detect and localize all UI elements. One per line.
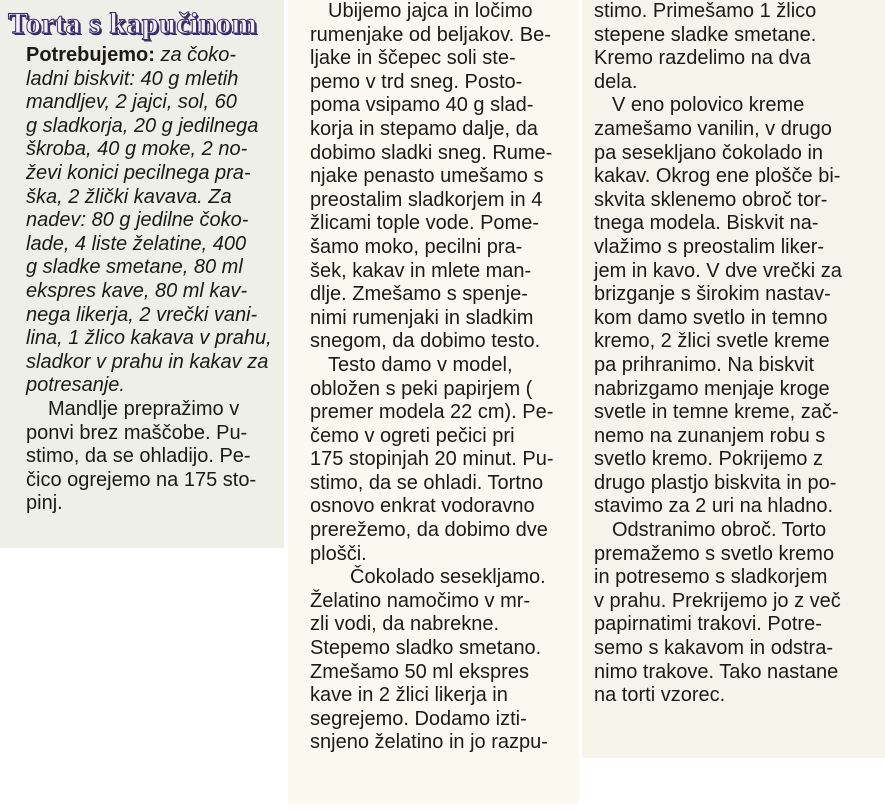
text-line: pa prihranimo. Na biskvit xyxy=(594,353,815,376)
text-line: kremo, 2 žlici svetle kreme xyxy=(594,330,830,353)
ingredients-heading: Potrebujemo: xyxy=(26,44,155,66)
text-line: 175 stopinjah 20 minut. Pu- xyxy=(310,448,554,471)
method-block-1 xyxy=(8,398,274,516)
text-line: preostalim sladkorjem in 4 xyxy=(310,188,543,211)
text-line: stavimo za 2 uri na hladno. xyxy=(594,495,834,518)
ingredients-line: g sladke smetane, 80 ml xyxy=(26,256,243,279)
ingredients-line: lade, 4 liste želatine, 400 xyxy=(26,232,247,255)
method-line: čico ogrejemo na 175 sto- xyxy=(26,468,257,491)
text-line: brizganje s širokim nastav- xyxy=(594,283,831,306)
text-line: šamo moko, pecilni pra- xyxy=(310,235,523,258)
text-line: korja in stepamo dalje, da xyxy=(310,117,538,140)
text-line: premažemo s svetlo kremo xyxy=(594,542,835,565)
text-line: nimi rumenjaki in sladkim xyxy=(310,306,534,329)
text-line: stimo, da se ohladi. Tortno xyxy=(310,471,544,494)
text-line: vlažimo s preostalim liker- xyxy=(594,235,825,258)
text-line: nabrizgamo menjaje kroge xyxy=(594,377,830,400)
ingredients-line: ška, 2 žlički kavava. Za xyxy=(26,185,232,208)
text-line: papirnatimi trakovi. Potre- xyxy=(594,613,822,636)
text-line: Odstranimo obroč. Torto xyxy=(612,519,827,542)
ingredients-line: ževi konici pecilnega pra- xyxy=(26,161,251,184)
method-line: stimo, da se ohladijo. Pe- xyxy=(26,445,251,468)
text-line: pemo v trd sneg. Posto- xyxy=(310,70,523,93)
ingredients-line: lina, 1 žlico kakava v prahu, xyxy=(26,327,272,350)
text-line: poma vsipamo 40 g slad- xyxy=(310,94,534,117)
text-line: jem in kavo. V dve vrečki za xyxy=(594,259,842,282)
ingredients-line: sladkor v prahu in kakav za xyxy=(26,350,269,373)
text-line: Testo damo v model, xyxy=(328,353,513,376)
text-line: stepene sladke smetane. xyxy=(594,23,817,46)
text-line: ljake in ščepec soli ste- xyxy=(310,47,516,70)
method-line: Mandlje prepražimo v xyxy=(48,397,240,420)
text-line: dobimo sladki sneg. Rume- xyxy=(310,141,553,164)
text-line: Kremo razdelimo na dva xyxy=(594,47,811,70)
text-line: kom damo svetlo in temno xyxy=(594,306,828,329)
ingredients-line: nadev: 80 g jedilne čoko- xyxy=(26,209,249,232)
text-line: kakav. Okrog ene plošče bi- xyxy=(594,165,841,188)
text-line: segrejemo. Dodamo izti- xyxy=(310,707,527,730)
text-line: in potresemo s sladkorjem xyxy=(594,566,828,589)
text-line: nemo na zunanjem robu s xyxy=(594,424,826,447)
text-line: šek, kakav in mlete man- xyxy=(310,259,532,282)
text-line: plošči. xyxy=(310,542,367,565)
text-line: rumenjake od beljakov. Be- xyxy=(310,23,551,46)
ingredients-line: škroba, 40 g moke, 2 no- xyxy=(26,138,248,161)
text-line: njake penasto umešamo s xyxy=(310,165,544,188)
ingredients-line: g sladkorja, 20 g jedilnega xyxy=(26,114,259,137)
ingredients-line: nega likerja, 2 vrečki vani- xyxy=(26,303,258,326)
text-line: v prahu. Prekrijemo jo z več xyxy=(594,589,841,612)
text-line: svetlo kremo. Pokrijemo z xyxy=(594,448,823,471)
text-line: premer modela 22 cm). Pe- xyxy=(310,401,554,424)
ingredients-line: mandljev, 2 jajci, sol, 60 xyxy=(26,91,237,114)
text-line: Stepemo sladko smetano. xyxy=(310,637,542,660)
ingredients-block xyxy=(8,44,274,398)
text-line: V eno polovico kreme xyxy=(612,94,805,117)
text-line: snjeno želatino in jo razpu- xyxy=(310,731,548,754)
ingredients-line: potresanje. xyxy=(26,374,125,397)
text-line: skvita sklenemo obroč tor- xyxy=(594,188,828,211)
column-1 xyxy=(0,0,284,548)
text-line: nimo trakove. Tako nastane xyxy=(594,660,839,683)
text-line: žlicami tople vode. Pome- xyxy=(310,212,539,235)
method-line: pinj. xyxy=(26,492,63,515)
text-line: semo s kakavom in odstra- xyxy=(594,637,833,660)
ingredients-line: ekspres kave, 80 ml kav- xyxy=(26,279,248,302)
text-line: obložen s peki papirjem ( xyxy=(310,377,533,400)
text-line: svetle in temne kreme, zač- xyxy=(594,401,839,424)
text-line: zli vodi, da nabrekne. xyxy=(310,613,500,636)
text-line: dlje. Zmešamo s spenje- xyxy=(310,283,528,306)
text-line: Čokolado sesekljamo. xyxy=(350,566,546,589)
text-line: kave in 2 žlici likerja in xyxy=(310,684,508,707)
text-line: Želatino namočimo v mr- xyxy=(310,589,531,612)
text-line: pa sesekljano čokolado in xyxy=(594,141,824,164)
text-line: drugo plastjo biskvita in po- xyxy=(594,471,837,494)
text-line: osnovo enkrat vodoravno xyxy=(310,495,535,518)
text-line: stimo. Primešamo 1 žlico xyxy=(594,0,817,22)
text-line: Zmešamo 50 ml ekspres xyxy=(310,660,529,683)
ingredients-line: ladni biskvit: 40 g mletih xyxy=(26,67,239,90)
text-line: dela. xyxy=(594,70,638,93)
ingredients-line-0: Potrebujemo: za čoko- xyxy=(26,44,237,66)
text-line: zamešamo vanilin, v drugo xyxy=(594,117,832,140)
text-line: Ubijemo jajca in ločimo xyxy=(328,0,533,22)
text-line: snegom, da dobimo testo. xyxy=(310,330,541,353)
recipe-title: Torta s kapučinom xyxy=(8,7,258,40)
text-line: tnega modela. Biskvit na- xyxy=(594,212,819,235)
column-2 xyxy=(288,0,579,804)
text-line: čemo v ogreti pečici pri xyxy=(310,424,515,447)
column-3 xyxy=(582,0,885,758)
text-line: na torti vzorec. xyxy=(594,684,726,707)
method-line: ponvi brez maščobe. Pu- xyxy=(26,421,248,444)
text-line: prerežemo, da dobimo dve xyxy=(310,519,548,542)
